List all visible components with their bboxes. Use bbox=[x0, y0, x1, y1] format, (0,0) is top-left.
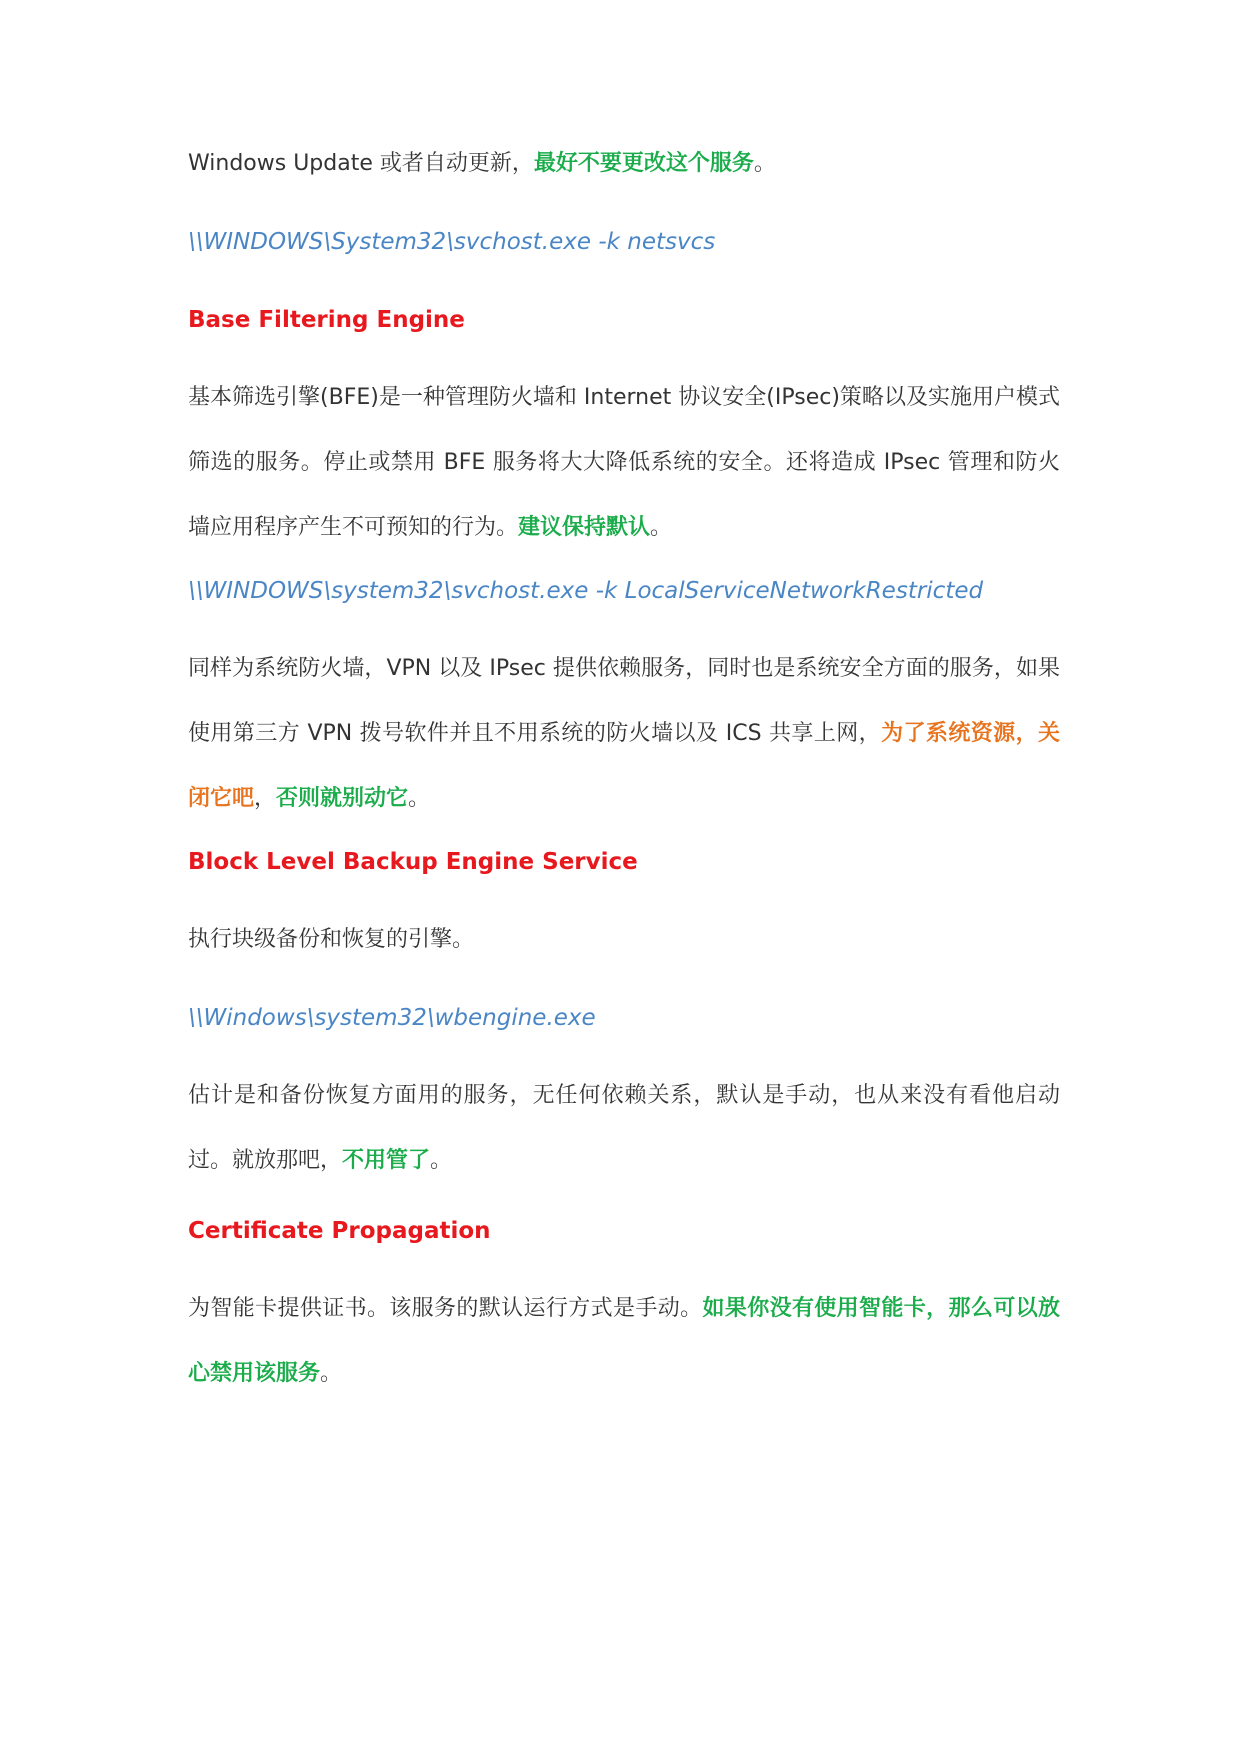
paragraph-end: 。 bbox=[320, 1361, 343, 1386]
recommendation-highlight: 如果你没有使用智能卡，那么可以放心禁用该服务 bbox=[188, 1296, 1060, 1386]
paragraph-text: 基本筛选引擎(BFE)是一种管理防火墙和 Internet 协议安全(IPsec)策略以及实施用户模式筛选的服务。停止或禁用 BFE 服务将大大降低系统的安全。还将造成 IPsec 管理和防火墙应用程序产生不可预知的行为。 bbox=[188, 385, 1060, 540]
service-path-netsvcs: \\WINDOWS\System32\svchost.exe -k netsvcs bbox=[188, 229, 716, 255]
heading-block-level-backup: Block Level Backup Engine Service bbox=[188, 849, 638, 875]
recommendation-highlight: 建议保持默认 bbox=[518, 515, 651, 540]
paragraph-end: 。 bbox=[650, 515, 673, 540]
paragraph-end: 。 bbox=[408, 786, 431, 811]
service-path-wbengine: \\Windows\system32\wbengine.exe bbox=[188, 1005, 596, 1031]
warning-highlight: 为了系统资源，关闭它吧 bbox=[188, 721, 1060, 811]
recommendation-highlight: 最好不要更改这个服务 bbox=[533, 151, 754, 176]
paragraph-text: 为智能卡提供证书。该服务的默认运行方式是手动。 bbox=[188, 1296, 703, 1321]
heading-certificate-propagation: Certificate Propagation bbox=[188, 1218, 491, 1244]
recommendation-highlight: 否则就别动它 bbox=[276, 786, 409, 811]
paragraph-backup-engine bbox=[188, 907, 1060, 972]
paragraph-bfe-description bbox=[188, 365, 1060, 560]
paragraph-text: Windows Update 或者自动更新， bbox=[188, 151, 534, 176]
paragraph-windows-update bbox=[188, 131, 1060, 196]
service-path-localservice: \\WINDOWS\system32\svchost.exe -k LocalServiceNetworkRestricted bbox=[188, 578, 984, 604]
recommendation-highlight: 不用管了 bbox=[342, 1148, 431, 1173]
paragraph-text: 估计是和备份恢复方面用的服务，无任何依赖关系，默认是手动，也从来没有看他启动过。就放那吧， bbox=[188, 1083, 1060, 1173]
paragraph-text: 同样为系统防火墙，VPN 以及 IPsec 提供依赖服务，同时也是系统安全方面的服务，如果使用第三方 VPN 拨号软件并且不用系统的防火墙以及 ICS 共享上网， bbox=[188, 656, 1060, 746]
paragraph-firewall-vpn bbox=[188, 636, 1060, 831]
paragraph-text: 执行块级备份和恢复的引擎。 bbox=[188, 927, 475, 952]
paragraph-certificate bbox=[188, 1276, 1060, 1406]
paragraph-end: 。 bbox=[430, 1148, 453, 1173]
paragraph-backup-notes bbox=[188, 1063, 1060, 1193]
paragraph-end: 。 bbox=[753, 151, 776, 176]
heading-base-filtering-engine: Base Filtering Engine bbox=[188, 307, 465, 333]
paragraph-separator: ， bbox=[254, 786, 277, 811]
